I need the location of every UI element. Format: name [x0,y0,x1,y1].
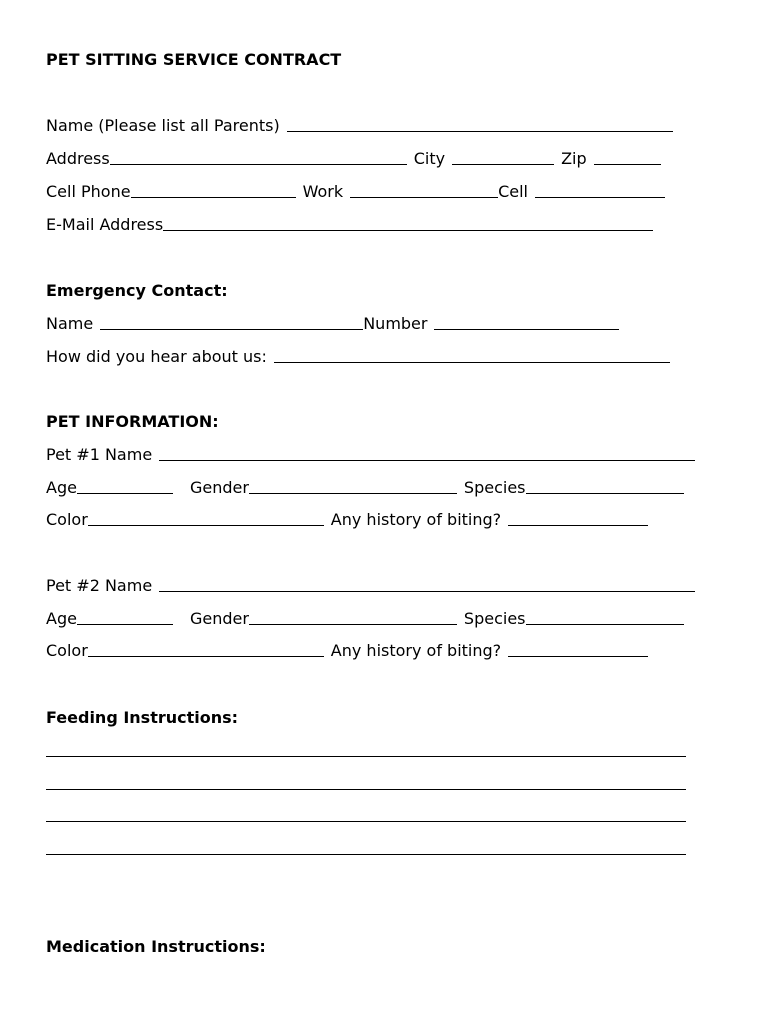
pet2-color-row [46,636,648,660]
feeding-field-1[interactable] [46,756,686,757]
feeding-field-4[interactable] [46,854,686,855]
pet-info-heading [46,407,219,431]
pet2-species-field[interactable] [526,624,684,625]
pet2-biting-field[interactable] [508,656,648,657]
referral-row [46,342,670,366]
feeding-field-2[interactable] [46,789,686,790]
referral-field[interactable] [274,362,670,363]
pet1-name-field[interactable] [159,460,695,461]
emergency-heading-text: Emergency Contact: [46,281,228,300]
pet2-species-label: Species [463,609,526,628]
address-row [46,144,661,168]
emergency-row [46,309,619,333]
medication-heading-text: Medication Instructions: [46,937,266,956]
pet1-biting-label: Any history of biting? [330,510,502,529]
address-label: Address [46,149,110,168]
cell-field[interactable] [535,197,665,198]
document-title [46,45,341,69]
pet1-gender-field[interactable] [249,493,457,494]
pet2-gender-field[interactable] [249,624,457,625]
pet1-gender-label: Gender [189,478,249,497]
pet2-color-field[interactable] [88,656,324,657]
feeding-heading [46,703,238,727]
emergency-heading [46,276,228,300]
feeding-heading-text: Feeding Instructions: [46,708,239,727]
city-label: City [413,149,446,168]
pet2-name-label: Pet #2 Name [46,576,153,595]
feeding-line-3 [46,801,686,825]
work-field[interactable] [350,197,498,198]
pet1-details-row [46,473,684,497]
pet2-name-row [46,571,695,595]
address-field[interactable] [110,164,407,165]
feeding-line-2 [46,769,686,793]
phone-row [46,177,665,201]
pet-info-heading-text: PET INFORMATION: [46,412,219,431]
referral-label: How did you hear about us: [46,347,267,366]
emergency-number-field[interactable] [434,329,619,330]
feeding-line-1 [46,736,686,760]
work-label: Work [302,182,344,201]
pet1-species-label: Species [463,478,526,497]
pet1-age-label: Age [46,478,77,497]
pet2-age-field[interactable] [77,624,173,625]
pet1-color-field[interactable] [88,525,324,526]
pet2-color-label: Color [46,641,88,660]
feeding-field-3[interactable] [46,821,686,822]
email-label: E-Mail Address [46,215,164,234]
pet1-color-label: Color [46,510,88,529]
client-name-row [46,111,673,135]
email-row [46,210,653,234]
document-title-text: PET SITTING SERVICE CONTRACT [46,50,342,69]
zip-label: Zip [561,149,587,168]
pet1-age-field[interactable] [77,493,173,494]
pet1-name-row [46,440,695,464]
pet1-color-row [46,505,648,529]
pet2-name-field[interactable] [159,591,695,592]
city-field[interactable] [452,164,554,165]
pet1-species-field[interactable] [526,493,684,494]
feeding-line-4 [46,834,686,858]
cell-label: Cell [498,182,528,201]
pet1-biting-field[interactable] [508,525,648,526]
cell-phone-field[interactable] [131,197,296,198]
client-name-field[interactable] [287,131,673,132]
pet2-biting-label: Any history of biting? [330,641,502,660]
zip-field[interactable] [594,164,661,165]
pet1-name-label: Pet #1 Name [46,445,153,464]
medication-heading [46,932,266,956]
client-name-label: Name (Please list all Parents) [46,116,280,135]
emergency-number-label: Number [363,314,428,333]
cell-phone-label: Cell Phone [46,182,131,201]
emergency-name-label: Name [46,314,94,333]
emergency-name-field[interactable] [100,329,363,330]
pet2-details-row [46,604,684,628]
pet2-gender-label: Gender [189,609,249,628]
email-field[interactable] [163,230,653,231]
pet2-age-label: Age [46,609,77,628]
